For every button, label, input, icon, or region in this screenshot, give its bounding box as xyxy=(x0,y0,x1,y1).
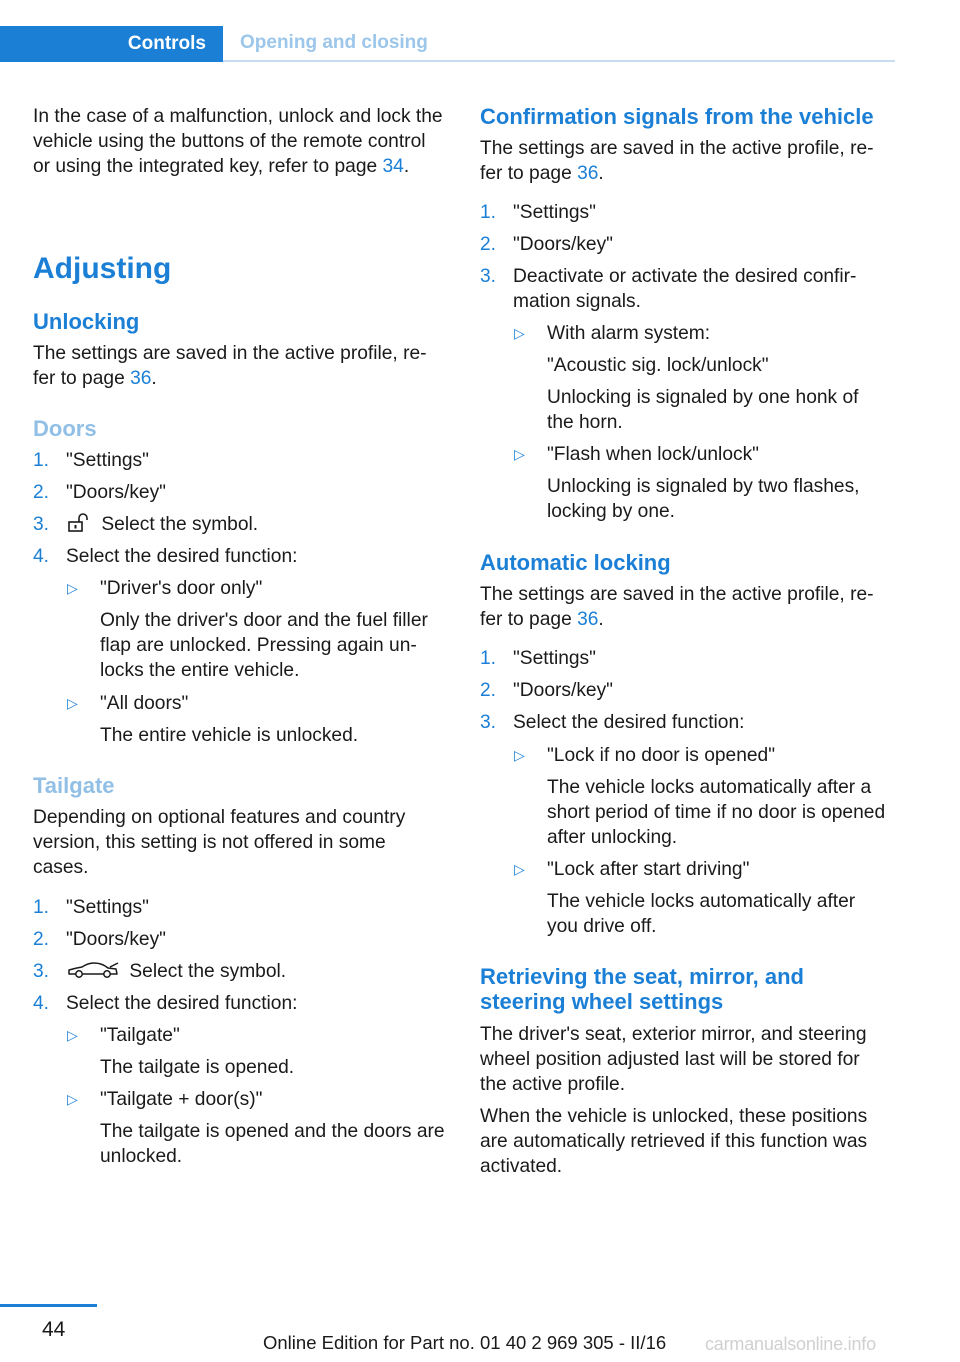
footer-divider xyxy=(0,1304,97,1307)
list-item xyxy=(66,959,286,984)
tab-opening-and-closing[interactable]: Opening and closing xyxy=(240,32,428,53)
intro-paragraph: In the case of a malfunction, unlock and lock the vehicle using the buttons of the remote control or using the integrated key, refer to page 34. xyxy=(33,106,443,177)
retrieving-paragraph-2: When the vehicle is unlocked, these positions are automatically retrieved if this function was activated. xyxy=(480,1106,868,1177)
step-number: 2. xyxy=(33,929,50,950)
retrieving-paragraph-1: The driver's seat, exterior mirror, and steering wheel position adjusted last will be stored for the active profile. xyxy=(480,1024,867,1095)
step-number: 1. xyxy=(480,648,497,669)
list-item: "Settings" xyxy=(513,202,596,223)
step-number: 3. xyxy=(480,266,497,287)
header-divider xyxy=(223,60,895,62)
step-number: 4. xyxy=(33,993,50,1014)
unlock-padlock-icon xyxy=(66,513,92,533)
list-item: Select the desired function: xyxy=(66,546,298,567)
step-number: 1. xyxy=(33,897,50,918)
heading-retrieving-settings: Retrieving the seat, mirror, and steering wheel settings xyxy=(480,964,804,1014)
list-item xyxy=(66,512,258,537)
list-item: "Doors/key" xyxy=(66,929,166,950)
page-link-36[interactable]: 36 xyxy=(577,609,599,630)
option-description: The vehicle locks automatically after a short period of time if no door is opened after unlocking. xyxy=(547,777,886,848)
heading-confirmation-signals: Confirmation signals from the vehicle xyxy=(480,104,874,129)
step-text: Select the symbol. xyxy=(129,961,287,982)
option-subtitle: "Acoustic sig. lock/unlock" xyxy=(547,355,769,376)
heading-tailgate: Tailgate xyxy=(33,773,115,798)
step-number: 3. xyxy=(33,514,50,535)
car-tailgate-icon xyxy=(66,960,120,980)
unlocking-paragraph: The settings are saved in the active profile, re-fer to page 36. xyxy=(33,343,427,389)
option-title: "Lock if no door is opened" xyxy=(547,745,776,766)
heading-doors: Doors xyxy=(33,416,97,441)
heading-unlocking: Unlocking xyxy=(33,309,140,334)
list-item: "Settings" xyxy=(66,897,149,918)
triangle-bullet-icon: ▷ xyxy=(67,1027,78,1043)
list-item: Select the desired function: xyxy=(513,712,745,733)
option-title: "Tailgate + door(s)" xyxy=(100,1089,263,1110)
triangle-bullet-icon: ▷ xyxy=(514,747,525,763)
list-item: Deactivate or activate the desired confir-mation signals. xyxy=(513,266,857,312)
confirmation-paragraph: The settings are saved in the active profile, re-fer to page 36. xyxy=(480,138,874,184)
triangle-bullet-icon: ▷ xyxy=(67,1091,78,1107)
triangle-bullet-icon: ▷ xyxy=(67,695,78,711)
triangle-bullet-icon: ▷ xyxy=(514,446,525,462)
option-title: "Flash when lock/unlock" xyxy=(547,444,759,465)
option-description: The tailgate is opened. xyxy=(100,1057,295,1078)
tab-controls[interactable]: Controls xyxy=(0,26,223,62)
list-item: "Settings" xyxy=(513,648,596,669)
option-description: The vehicle locks automatically after you drive off. xyxy=(547,891,856,937)
watermark: carmanualsonline.info xyxy=(705,1334,876,1354)
option-title: "Driver's door only" xyxy=(100,578,263,599)
page-header xyxy=(0,26,895,62)
step-number: 1. xyxy=(480,202,497,223)
step-number: 3. xyxy=(33,961,50,982)
option-description: The entire vehicle is unlocked. xyxy=(100,725,359,746)
list-item: "Doors/key" xyxy=(513,680,613,701)
edition-text: Online Edition for Part no. 01 40 2 969 305 - II/16 xyxy=(263,1332,667,1353)
option-title: "Lock after start driving" xyxy=(547,859,750,880)
step-number: 2. xyxy=(33,482,50,503)
tailgate-intro: Depending on optional features and country version, this setting is not offered in some cases. xyxy=(33,807,406,878)
heading-automatic-locking: Automatic locking xyxy=(480,550,671,575)
page-number: 44 xyxy=(42,1318,66,1341)
page-link-36[interactable]: 36 xyxy=(577,163,599,184)
triangle-bullet-icon: ▷ xyxy=(514,325,525,341)
step-number: 2. xyxy=(480,680,497,701)
option-title: "All doors" xyxy=(100,693,189,714)
heading-adjusting: Adjusting xyxy=(33,252,172,285)
step-text: Select the symbol. xyxy=(101,514,259,535)
triangle-bullet-icon: ▷ xyxy=(514,861,525,877)
automatic-locking-paragraph: The settings are saved in the active profile, re-fer to page 36. xyxy=(480,584,874,630)
step-number: 4. xyxy=(33,546,50,567)
list-item: "Doors/key" xyxy=(66,482,166,503)
option-description: Unlocking is signaled by two flashes, locking by one. xyxy=(547,476,860,522)
triangle-bullet-icon: ▷ xyxy=(67,580,78,596)
option-title: "Tailgate" xyxy=(100,1025,180,1046)
option-description: Only the driver's door and the fuel filler flap are unlocked. Pressing again un-locks the entire vehicle. xyxy=(100,610,428,681)
list-item: Select the desired function: xyxy=(66,993,298,1014)
page-link-36[interactable]: 36 xyxy=(130,368,152,389)
step-number: 3. xyxy=(480,712,497,733)
step-number: 1. xyxy=(33,450,50,471)
list-item: "Settings" xyxy=(66,450,149,471)
step-number: 2. xyxy=(480,234,497,255)
option-title: With alarm system: xyxy=(547,323,711,344)
option-description: Unlocking is signaled by one honk of the horn. xyxy=(547,387,859,433)
list-item: "Doors/key" xyxy=(513,234,613,255)
page-link-34[interactable]: 34 xyxy=(382,156,404,177)
option-description: The tailgate is opened and the doors are unlocked. xyxy=(100,1121,445,1167)
